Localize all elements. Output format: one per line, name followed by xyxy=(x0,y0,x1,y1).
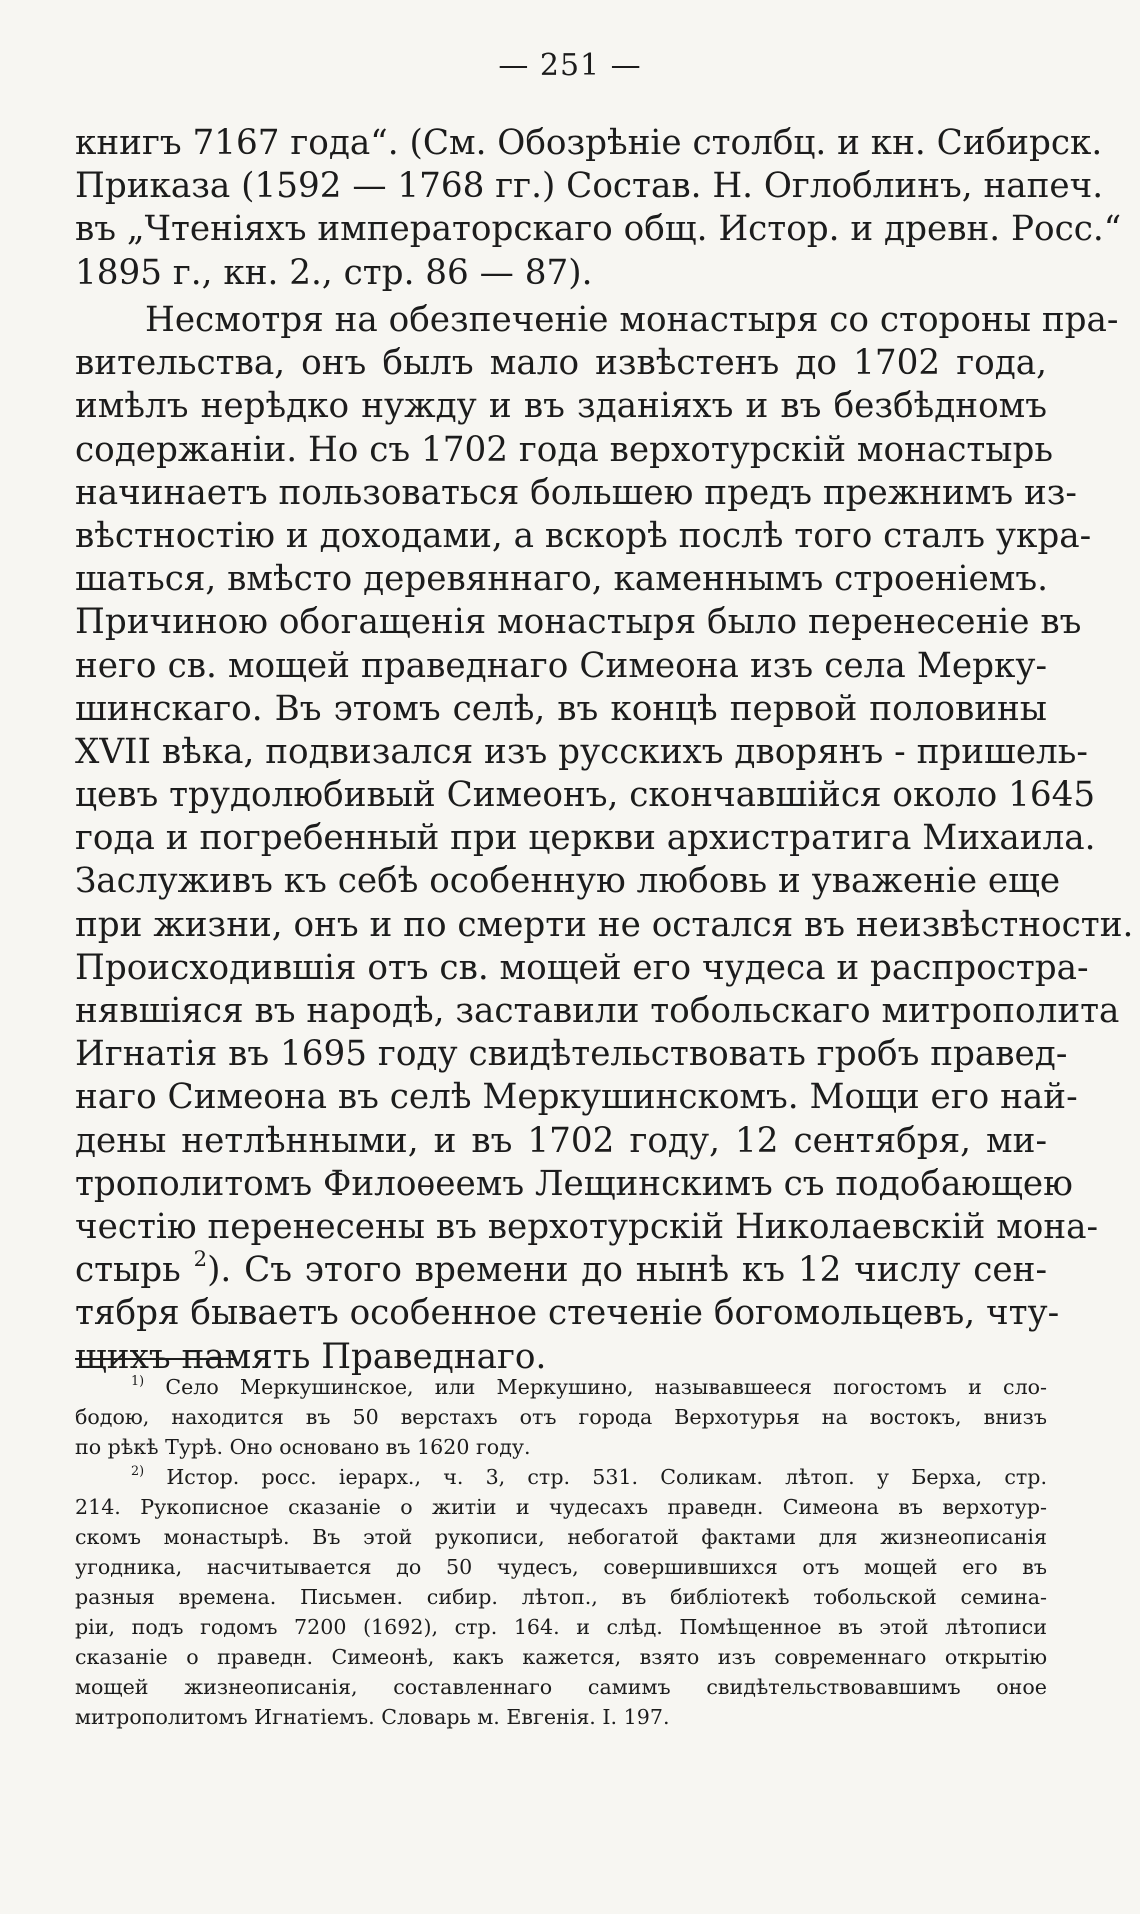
footnote-1 xyxy=(75,1372,1047,1462)
text-line: Несмотря на обезпеченіе монастыря со стороны пра- xyxy=(145,300,1119,340)
footnote-line: мощей жизнеописанія, составленнаго самимъ свидѣтельствовавшимъ оное xyxy=(75,1675,1047,1699)
paragraph-continuation xyxy=(75,122,1122,295)
footnote-marker: 2) xyxy=(131,1464,145,1480)
text-line: шаться, вмѣсто деревяннаго, каменнымъ строеніемъ. xyxy=(75,559,1048,600)
footnote-line: митрополитомъ Игнатіемъ. Словарь м. Евгенія. I. 197. xyxy=(75,1705,670,1729)
text-line: наго Симеона въ селѣ Меркушинскомъ. Мощи его най- xyxy=(75,1077,1078,1118)
text-line: него св. мощей праведнаго Симеона изъ села Мерку- xyxy=(75,645,1047,686)
footnote-text: Истор. росс. іерарх., ч. 3, стр. 531. Соликам. лѣтоп. у Берха, стр. xyxy=(166,1465,1048,1489)
text-line: дены нетлѣнными, и въ 1702 году, 12 сентября, ми- xyxy=(75,1120,1047,1161)
page-number: — 251 — xyxy=(498,48,642,83)
text-line: честію перенесены въ верхотурскій Николаевскій мона- xyxy=(75,1206,1099,1247)
footnote-line: 214. Рукописное сказаніе о житіи и чудесахъ праведн. Симеона въ верхотур- xyxy=(75,1495,1047,1519)
text-line: тября бываетъ особенное стеченіе богомольцевъ, чту- xyxy=(75,1293,1060,1334)
footnote-line: скомъ монастырѣ. Въ этой рукописи, небогатой фактами для жизнеописанія xyxy=(75,1525,1047,1549)
text-line: щихъ память Праведнаго. xyxy=(75,1336,547,1377)
text-line: при жизни, онъ и по смерти не остался въ неизвѣстности. xyxy=(75,904,1134,945)
text-line: трополитомъ Филоѳеемъ Лещинскимъ съ подобающею xyxy=(75,1163,1073,1204)
text-line: вительства, онъ былъ мало извѣстенъ до 1702 года, xyxy=(75,343,1047,384)
text-line: Происходившія отъ св. мощей его чудеса и распростра- xyxy=(75,947,1089,988)
text-line: книгъ 7167 года“. (См. Обозрѣніе столбц. и кн. Сибирск. xyxy=(75,123,1103,163)
text-line-with-footnote-ref xyxy=(75,1246,1047,1292)
footnotes xyxy=(75,1372,1047,1732)
main-paragraph xyxy=(75,299,1134,1379)
text-line: года и погребенный при церкви архистратига Михаила. xyxy=(75,818,1096,859)
text-line: имѣлъ нерѣдко нужду и въ зданіяхъ и въ безбѣдномъ xyxy=(75,386,1047,427)
text-line: въ „Чтеніяхъ императорскаго общ. Истор. и древн. Росс.“ xyxy=(75,209,1122,250)
footnote-2 xyxy=(75,1462,1047,1732)
footnote-text: Село Меркушинское, или Меркушино, называвшееся погостомъ и сло- xyxy=(165,1375,1048,1399)
text-line: нявшіяся въ народѣ, заставили тобольскаго митрополита xyxy=(75,991,1120,1031)
footnote-line: по рѣкѣ Турѣ. Оно основано въ 1620 году. xyxy=(75,1435,531,1459)
text-line: вѣстностію и доходами, а вскорѣ послѣ того сталъ укра- xyxy=(75,515,1092,556)
text-line: XVII вѣка, подвизался изъ русскихъ дворянъ - пришель- xyxy=(75,731,1088,772)
text-line: начинаетъ пользоваться большею предъ прежнимъ из- xyxy=(75,472,1077,513)
text-line: Приказа (1592 — 1768 гг.) Состав. Н. Оглоблинъ, напеч. xyxy=(75,166,1104,207)
footnote-line: ріи, подъ годомъ 7200 (1692), стр. 164. и слѣд. Помѣщенное въ этой лѣтописи xyxy=(75,1615,1047,1639)
text-fragment: стырь xyxy=(75,1250,181,1291)
text-line: 1895 г., кн. 2., стр. 86 — 87). xyxy=(75,252,593,293)
text-fragment: ). Съ этого времени до нынѣ къ 12 числу сен- xyxy=(207,1250,1047,1291)
footnote-line: угодника, насчитывается до 50 чудесъ, совершившихся отъ мощей его въ xyxy=(75,1555,1047,1579)
footnote-line: бодою, находится въ 50 верстахъ отъ города Верхотурья на востокъ, внизъ xyxy=(75,1405,1047,1429)
footnote-line: разныя времена. Письмен. сибир. лѣтоп., въ библіотекѣ тобольской семина- xyxy=(75,1585,1047,1609)
text-line: содержаніи. Но съ 1702 года верхотурскій монастырь xyxy=(75,429,1054,470)
footnote-line xyxy=(75,1462,1047,1492)
text-line: шинскаго. Въ этомъ селѣ, въ концѣ первой половины xyxy=(75,688,1047,729)
footnote-line: сказаніе о праведн. Симеонѣ, какъ кажется, взято изъ современнаго открытію xyxy=(75,1645,1047,1669)
footnote-reference[interactable]: 2 xyxy=(193,1246,208,1272)
footnote-divider xyxy=(75,1358,235,1360)
footnote-line xyxy=(75,1372,1047,1402)
text-line: Игнатія въ 1695 году свидѣтельствовать гробъ правед- xyxy=(75,1034,1068,1075)
text-line: Причиною обогащенія монастыря было перенесеніе въ xyxy=(75,602,1082,643)
footnote-marker: 1) xyxy=(131,1374,145,1390)
text-line: Заслуживъ къ себѣ особенную любовь и уваженіе еще xyxy=(75,861,1061,902)
text-line: цевъ трудолюбивый Симеонъ, скончавшійся около 1645 xyxy=(75,775,1096,816)
